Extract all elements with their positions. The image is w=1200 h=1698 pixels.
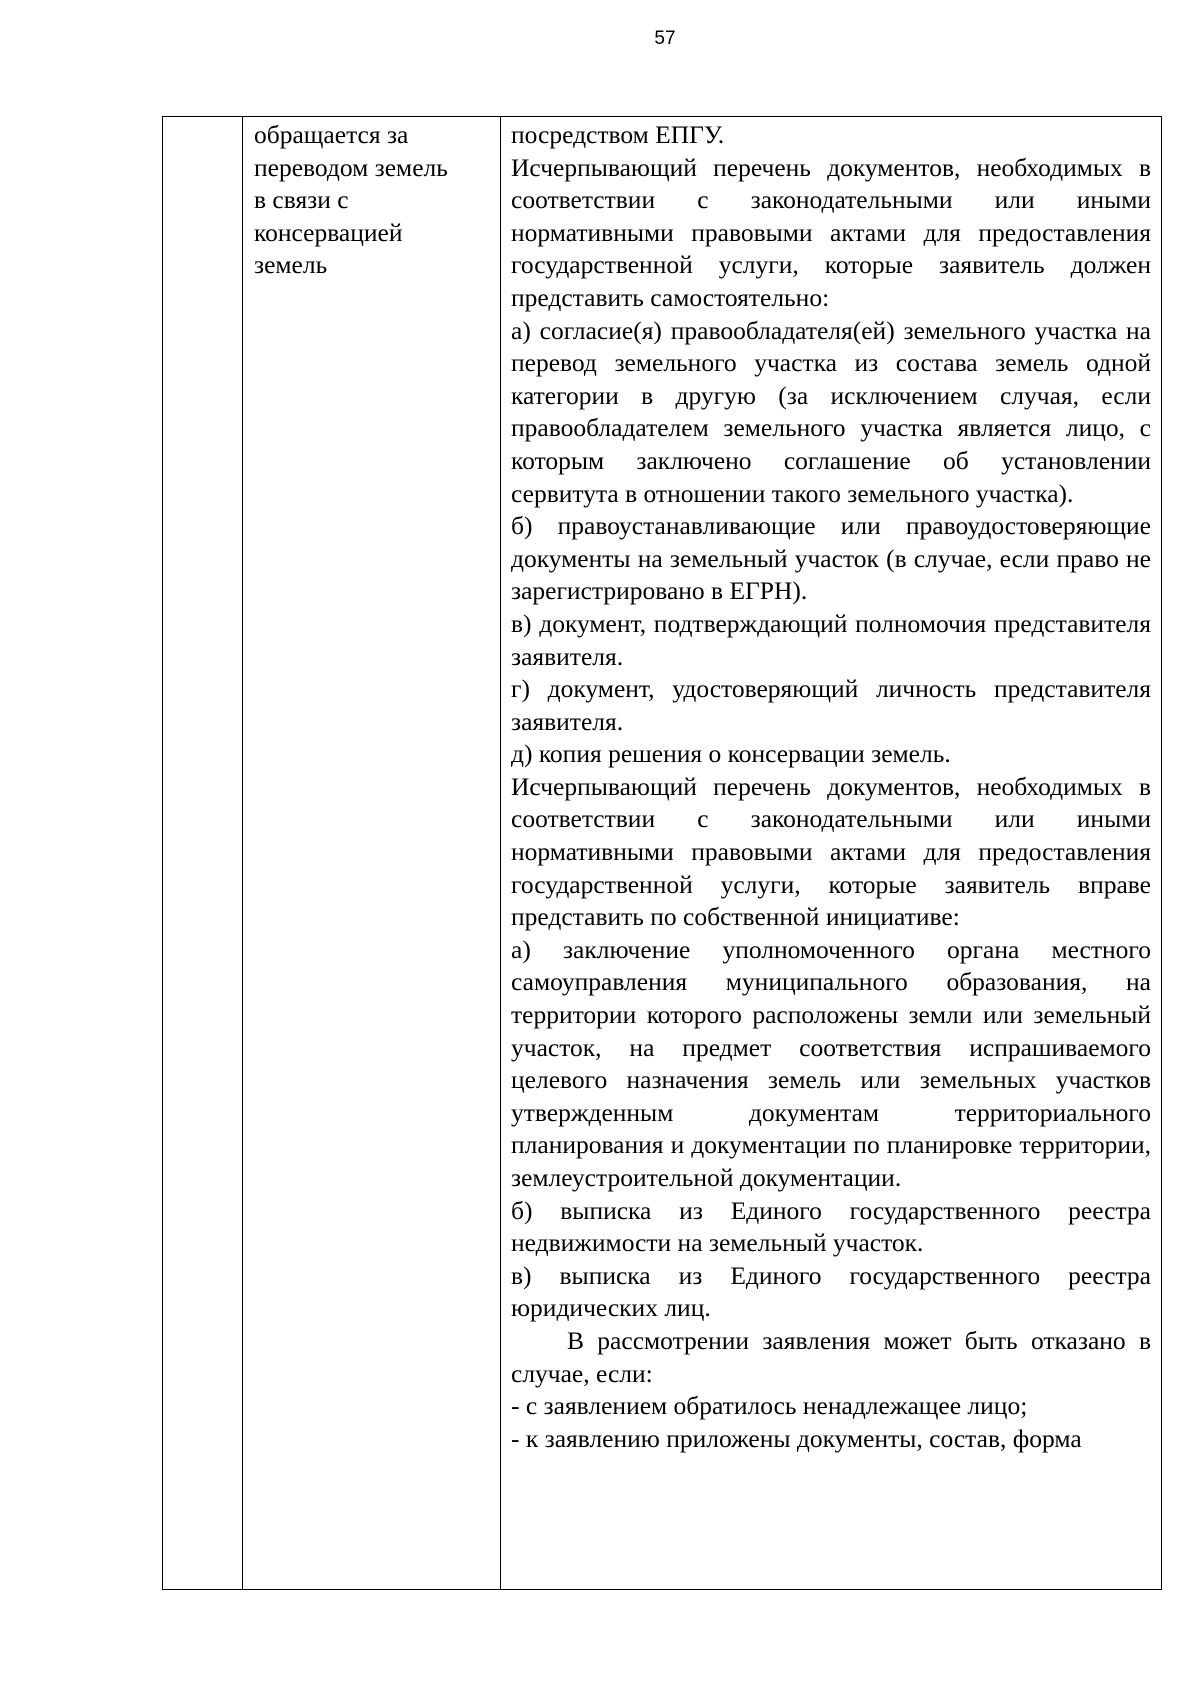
paragraph-refusal-grounds-heading: В рассмотрении заявления может быть отказано в случае, если: xyxy=(511,1325,1151,1388)
service-name-line: в связи с xyxy=(254,185,349,215)
service-name-line: обращается за xyxy=(254,120,409,149)
paragraph-optional-documents-heading: Исчерпывающий перечень документов, необходимых в соответствии с законодательными или иными нормативными правовыми актами для предоставления государственной услуги, которые заявитель вправе представить по собственной инициативе: xyxy=(511,771,1151,932)
paragraph-identity-document: г) документ, удостоверяющий личность представителя заявителя. xyxy=(511,674,1151,736)
page-number: 57 xyxy=(654,28,676,49)
service-name-cell xyxy=(243,117,501,1589)
paragraph-epgu-submission: посредством ЕПГУ. xyxy=(511,120,725,149)
row-number-cell xyxy=(163,117,243,1589)
description-cell xyxy=(501,117,1161,1589)
service-name-line: переводом земель xyxy=(254,152,448,182)
document-table xyxy=(162,116,1162,1590)
paragraph-real-estate-extract: б) выписка из Единого государственного реестра недвижимости на земельный участок. xyxy=(511,1195,1151,1258)
paragraph-required-documents-heading: Исчерпывающий перечень документов, необходимых в соответствии с законодательными или иными нормативными правовыми актами для предоставления государственной услуги, которые заявитель должен представить самостоятельно: xyxy=(511,152,1151,312)
service-name-line: земель xyxy=(254,250,328,280)
paragraph-authority-document: в) документ, подтверждающий полномочия представителя заявителя. xyxy=(511,608,1151,671)
paragraph-title-documents: б) правоустанавливающие или правоудостоверяющие документы на земельный участок (в случае, если право не зарегистрировано в ЕГРН). xyxy=(511,511,1151,606)
paragraph-conservation-decision: д) копия решения о консервации земель. xyxy=(511,739,951,769)
service-name-line: консервацией xyxy=(254,217,403,247)
paragraph-owner-consent: а) согласие(я) правообладателя(ей) земельного участка на перевод земельного участка из состава земель одной категории в другую (за исключением случая, если правообладателем земельного участка является лицо, с которым заключено соглашение об установлении сервитута в отношении такого земельного участка). xyxy=(511,315,1151,508)
paragraph-refusal-improper-person: - с заявлением обратилось ненадлежащее лицо; xyxy=(511,1391,1028,1421)
paragraph-refusal-documents: - к заявлению приложены документы, состав, форма xyxy=(511,1423,1082,1453)
paragraph-legal-entities-extract: в) выписка из Единого государственного реестра юридических лиц. xyxy=(511,1260,1151,1323)
paragraph-municipal-conclusion: а) заключение уполномоченного органа местного самоуправления муниципального образования, на территории которого расположены земли или земельный участок, на предмет соответствия испрашиваемого целевого назначения земель или земельных участков утвержденным документам территориального планирования и документации по планировке территории, землеустроительной документации. xyxy=(511,934,1151,1192)
